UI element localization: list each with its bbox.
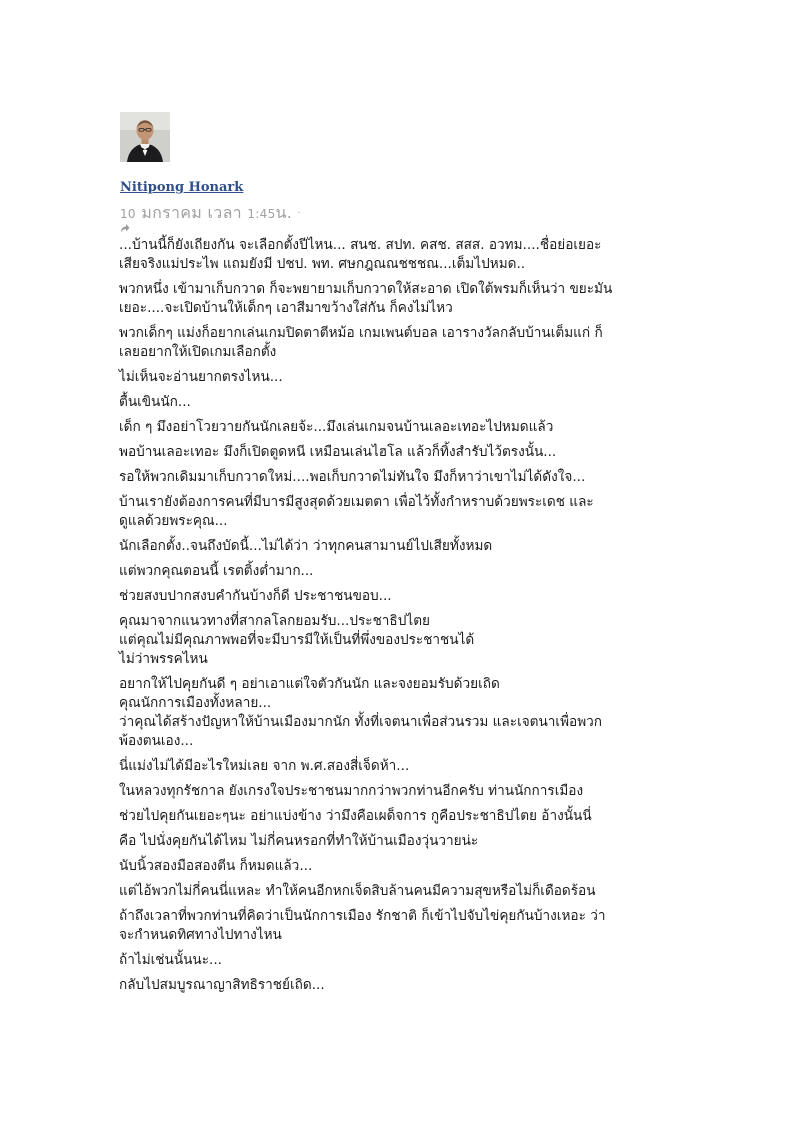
post-paragraph: ...บ้านนี้ก็ยังเถียงกัน จะเลือกตั้งปีไหน... สนช. สปท. คสช. สสส. อวทม....ชื่อย่อเยอะ เสียจริงแม่ประไพ แถมยังมี ปชป. พท. ศษกฎณณชชชณ...เต็มไปหมด.. bbox=[119, 237, 602, 272]
author-name-link[interactable]: Nitipong Honark bbox=[120, 180, 244, 195]
post-paragraph: นี่แม่งไม่ได้มีอะไรใหม่เลย จาก พ.ศ.สองสี่เจ็ดห้า... bbox=[119, 758, 410, 774]
timestamp-dot: · bbox=[297, 208, 301, 219]
post-paragraph: ถ้าถึงเวลาที่พวกท่านที่คิดว่าเป็นนักการเมือง รักชาติ ก็เข้าไปจับไข่คุยกันบ้างเหอะ ว่า จะกำหนดทิศทางไปทางไหน bbox=[119, 908, 606, 943]
timestamp-month-label: มกราคม เวลา bbox=[141, 203, 242, 222]
post-body bbox=[119, 236, 679, 1001]
post-paragraph: พวกเด็กๆ แม่งก็อยากเล่นเกมปิดตาตีหม้อ เกมเพนต์บอล เอารางวัลกลับบ้านเต็มแก่ ก็ เลยอยากให้เปิดเกมเลือกตั้ง bbox=[119, 325, 603, 360]
share-arrow-icon[interactable] bbox=[120, 223, 130, 233]
post-timestamp[interactable] bbox=[120, 201, 301, 226]
post-paragraph: นักเลือกตั้ง..จนถึงบัดนี้...ไม่ได้ว่า ว่าทุกคนสามานย์ไปเสียทั้งหมด bbox=[119, 538, 493, 554]
post-paragraph: ช่วยสงบปากสงบคำกันบ้างก็ดี ประชาชนขอบ... bbox=[119, 588, 392, 604]
post-paragraph: นับนิ้วสองมือสองตีน ก็หมดแล้ว... bbox=[119, 858, 313, 874]
post-paragraph: แต่ไอ้พวกไม่กี่คนนี่แหละ ทำให้คนอีกหกเจ็ดสิบล้านคนมีความสุขหรือไม่ก็เดือดร้อน bbox=[119, 883, 596, 899]
post-paragraph: เด็ก ๆ มึงอย่าโวยวายกันนักเลยจ้ะ...มึงเล่นเกมจนบ้านเลอะเทอะไปหมดแล้ว bbox=[119, 419, 554, 435]
post-paragraph: คือ ไปนั่งคุยกันได้ไหม ไม่กี่คนหรอกที่ทำให้บ้านเมืองวุ่นวายน่ะ bbox=[119, 833, 479, 849]
post-paragraph: กลับไปสมบูรณาญาสิทธิราชย์เถิด... bbox=[119, 977, 325, 993]
timestamp-suffix: น. bbox=[275, 203, 293, 222]
post-paragraph: ไม่เห็นจะอ่านยากตรงไหน... bbox=[119, 369, 283, 385]
profile-photo-icon bbox=[120, 112, 170, 162]
post-paragraph: ตื้นเขินนัก... bbox=[119, 394, 191, 410]
post-paragraph: ถ้าไม่เช่นนั้นนะ... bbox=[119, 952, 222, 968]
post-paragraph: บ้านเรายังต้องการคนที่มีบารมีสูงสุดด้วยเมตตา เพื่อไว้ทั้งกำหราบด้วยพระเดช และ ดูแลด้วยพระคุณ... bbox=[119, 494, 594, 529]
timestamp-time: 1:45 bbox=[247, 207, 276, 221]
timestamp-day: 10 bbox=[120, 207, 136, 221]
post-paragraph: พวกหนึ่ง เข้ามาเก็บกวาด ก็จะพยายามเก็บกวาดให้สะอาด เปิดใต้พรมก็เห็นว่า ขยะมัน เยอะ....จะเปิดบ้านให้เด็กๆ เอาสีมาขว้างใส่กัน ก็คงไม่ไหว bbox=[119, 281, 613, 316]
post-paragraph: รอให้พวกเดิมมาเก็บกวาดใหม่....พอเก็บกวาดไม่ทันใจ มึงก็หาว่าเขาไม่ได้ดังใจ... bbox=[119, 469, 586, 485]
post-paragraph: แต่พวกคุณตอนนี้ เรตติ้งต่ำมาก... bbox=[119, 563, 314, 579]
post-paragraph: ช่วยไปคุยกันเยอะๆนะ อย่าแบ่งข้าง ว่ามึงคือเผด็จการ กูคือประชาธิปไตย อ้างนั้นนี่ bbox=[119, 808, 592, 824]
avatar[interactable] bbox=[120, 112, 170, 162]
post-paragraph: พอบ้านเลอะเทอะ มึงก็เปิดตูดหนี เหมือนเล่นไฮโล แล้วก็ทิ้งสำรับไว้ตรงนั้น... bbox=[119, 444, 557, 460]
post-paragraph: คุณมาจากแนวทางที่สากลโลกยอมรับ...ประชาธิปไตย แต่คุณไม่มีคุณภาพพอที่จะมีบารมีให้เป็นที่พึ่งของประชาชนได้ ไม่ว่าพรรคไหน bbox=[119, 613, 475, 667]
post-paragraph: อยากให้ไปคุยกันดี ๆ อย่าเอาแต่ใจตัวกันนัก และจงยอมรับด้วยเถิด คุณนักการเมืองทั้งหลาย... ว่าคุณได้สร้างปัญหาให้บ้านเมืองมากนัก ทั้งที่เจตนาเพื่อส่วนรวม และเจตนาเพื่อพวก พ้องตนเอง... bbox=[119, 676, 603, 749]
post-paragraph: ในหลวงทุกรัชกาล ยังเกรงใจประชาชนมากกว่าพวกท่านอีกครับ ท่านนักการเมือง bbox=[119, 783, 584, 799]
